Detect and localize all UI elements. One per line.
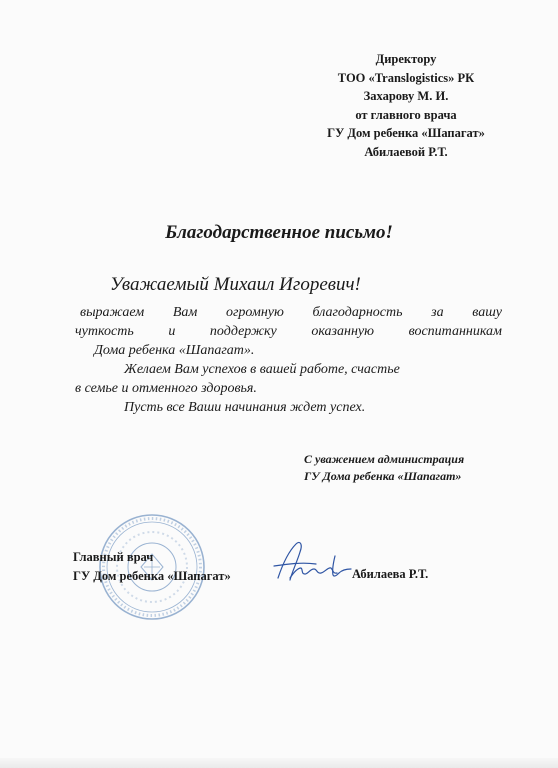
closing-line-1: С уважением администрация [304,452,465,466]
signer-organization: ГУ Дом ребенка «Шапагат» [73,569,231,583]
signer-role: Главный врач [73,550,154,564]
closing-line-2: ГУ Дома ребенка «Шапагат» [304,469,462,483]
body-line-5: в семье и отменного здоровья. [75,381,257,396]
body-line-3: Дома ребенка «Шапагат». [94,343,255,358]
addressee-line-3: Захарову М. И. [363,89,449,103]
handwritten-signature-icon [270,538,355,588]
addressee-line-5: ГУ Дом ребенка «Шапагат» [327,126,485,140]
addressee-line-1: Директору [375,52,437,66]
letter-title: Благодарственное письмо! [165,222,393,243]
addressee-line-4: от главного врача [355,107,457,122]
greeting: Уважаемый Михаил Игоревич! [110,274,361,295]
body-line-2: чуткость и поддержку оказанную воспитанникам [75,324,502,339]
addressee-line-6: Абилаевой Р.Т. [364,144,448,159]
addressee-block [296,50,516,161]
closing-block [304,451,464,485]
body-line-1: выражаем Вам огромную благодарность за вашу [80,305,502,320]
paper-edge [0,758,558,768]
body-line-4: Желаем Вам успехов в вашей работе, счастье [124,362,400,377]
signature-block [73,548,231,586]
body-line-6: Пусть все Ваши начинания ждет успех. [124,400,366,415]
signer-name: Абилаева Р.Т. [352,567,429,581]
letter-body [72,303,502,417]
addressee-line-2: ТОО «Translogistics» РК [337,70,475,85]
